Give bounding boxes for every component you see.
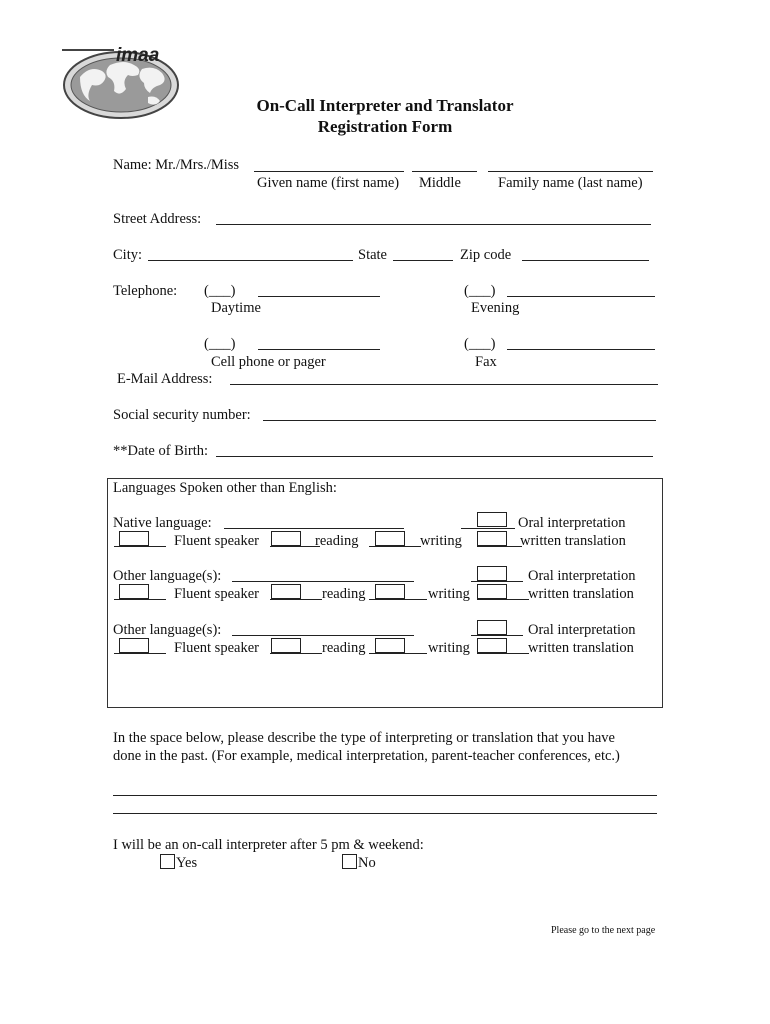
middle-name-caption: Middle [419,175,461,191]
logo-text: imaa [116,45,160,66]
evening-caption: Evening [471,300,520,316]
fax-field[interactable] [507,349,655,350]
ssn-field[interactable] [263,420,656,421]
underline [369,653,427,654]
city-field[interactable] [148,260,353,261]
other2-oral-checkbox[interactable] [477,620,507,635]
underline [270,546,320,547]
other1-written-checkbox[interactable] [477,584,507,599]
oncall-yes-checkbox[interactable] [160,854,175,869]
telephone-label: Telephone: [113,283,178,299]
other2-reading-label: reading [322,640,366,656]
other1-reading-label: reading [322,586,366,602]
native-fluent-checkbox[interactable] [119,531,149,546]
other1-written-label: written translation [528,586,634,602]
underline [369,546,421,547]
underline [114,599,166,600]
evening-phone-field[interactable] [507,296,655,297]
cell-area-code[interactable]: (___) [204,336,236,352]
fax-area-code[interactable]: (___) [464,336,496,352]
other1-writing-label: writing [428,586,470,602]
daytime-caption: Daytime [211,300,261,316]
state-label: State [358,247,387,263]
native-writing-label: writing [420,533,462,549]
native-reading-checkbox[interactable] [271,531,301,546]
languages-heading: Languages Spoken other than English: [113,480,337,496]
oncall-no-label: No [358,855,376,871]
experience-prompt-line1: In the space below, please describe the type of interpreting or translation that you have [113,730,615,746]
next-page-note: Please go to the next page [551,925,656,936]
other1-reading-checkbox[interactable] [271,584,301,599]
other1-oral-checkbox[interactable] [477,566,507,581]
evening-area-code[interactable]: (___) [464,283,496,299]
other-language-field-2[interactable] [232,635,414,636]
underline [114,653,166,654]
oncall-question: I will be an on-call interpreter after 5 pm & weekend: [113,837,424,853]
native-language-field[interactable] [224,528,404,529]
experience-field-line1[interactable] [113,795,657,796]
other-language-field-1[interactable] [232,581,414,582]
other2-writing-checkbox[interactable] [375,638,405,653]
street-label: Street Address: [113,211,202,227]
family-name-field[interactable] [488,171,653,172]
native-fluent-label: Fluent speaker [174,533,259,549]
other1-oral-label: Oral interpretation [528,568,636,584]
underline [471,581,523,582]
cell-phone-field[interactable] [258,349,380,350]
native-oral-checkbox[interactable] [477,512,507,527]
daytime-area-code[interactable]: (___) [204,283,236,299]
underline [270,653,322,654]
given-name-field[interactable] [254,171,404,172]
form-title-line1: On-Call Interpreter and Translator [256,96,514,115]
family-name-caption: Family name (last name) [498,175,643,191]
native-reading-label: reading [315,533,359,549]
cell-caption: Cell phone or pager [211,354,326,370]
name-label: Name: Mr./Mrs./Miss [113,157,240,173]
underline [477,653,529,654]
dob-label: **Date of Birth: [113,443,209,459]
other2-writing-label: writing [428,640,470,656]
underline [461,528,515,529]
native-writing-checkbox[interactable] [375,531,405,546]
native-oral-label: Oral interpretation [518,515,626,531]
oncall-no-checkbox[interactable] [342,854,357,869]
email-label: E-Mail Address: [117,371,213,387]
other1-fluent-checkbox[interactable] [119,584,149,599]
native-written-label: written translation [520,533,626,549]
oncall-yes-label: Yes [176,855,198,871]
dob-field[interactable] [216,456,653,457]
state-field[interactable] [393,260,453,261]
form-title-line2: Registration Form [317,117,453,136]
experience-prompt-line2: done in the past. (For example, medical interpretation, parent-teacher conferences, etc.) [113,748,620,764]
ssn-label: Social security number: [113,407,251,423]
native-written-checkbox[interactable] [477,531,507,546]
email-field[interactable] [230,384,658,385]
middle-name-field[interactable] [412,171,477,172]
zip-label: Zip code [460,247,512,263]
other1-writing-checkbox[interactable] [375,584,405,599]
fax-caption: Fax [475,354,497,370]
underline [477,546,522,547]
other2-oral-label: Oral interpretation [528,622,636,638]
street-field[interactable] [216,224,651,225]
zip-field[interactable] [522,260,649,261]
experience-field-line2[interactable] [113,813,657,814]
underline [369,599,427,600]
underline [477,599,529,600]
daytime-phone-field[interactable] [258,296,380,297]
underline [270,599,322,600]
other2-fluent-label: Fluent speaker [174,640,259,656]
native-language-label: Native language: [113,515,212,531]
other2-written-label: written translation [528,640,634,656]
other2-fluent-checkbox[interactable] [119,638,149,653]
other-language-label-1: Other language(s): [113,568,222,584]
given-name-caption: Given name (first name) [257,175,400,191]
other2-reading-checkbox[interactable] [271,638,301,653]
other-language-label-2: Other language(s): [113,622,222,638]
underline [114,546,166,547]
city-label: City: [113,247,143,263]
other1-fluent-label: Fluent speaker [174,586,259,602]
other2-written-checkbox[interactable] [477,638,507,653]
underline [471,635,523,636]
